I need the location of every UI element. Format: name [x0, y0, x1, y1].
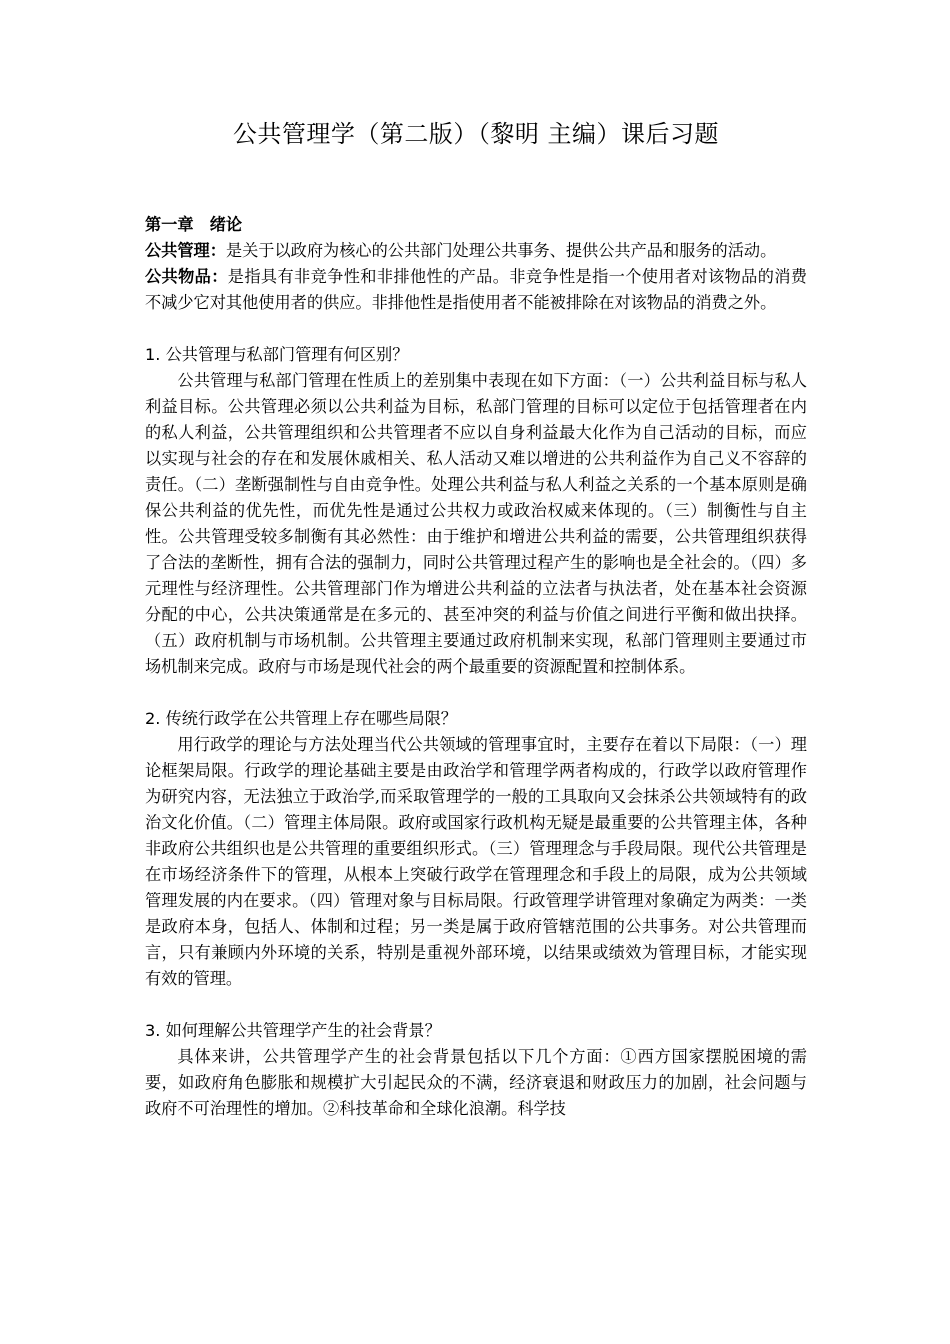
- definition-text: 是关于以政府为核心的公共部门处理公共事务、提供公共产品和服务的活动。: [225, 241, 777, 260]
- question-heading-1: 1. 公共管理与私部门管理有何区别？: [145, 345, 409, 364]
- definition-public-management: [145, 238, 807, 264]
- question-heading-2: 2. 传统行政学在公共管理上存在哪些局限？: [145, 709, 457, 728]
- question-heading-3: 3. 如何理解公共管理学产生的社会背景？: [145, 1021, 441, 1040]
- document-body: [145, 212, 807, 1122]
- answer-paragraph-1: 公共管理与私部门管理在性质上的差别集中表现在如下方面：（一）公共利益目标与私人利益目标。公共管理必须以公共利益为目标，私部门管理的目标可以定位于包括管理者在内的私人利益，公共管理组织和公共管理者不应以自身利益最大化作为自己活动的目标，而应以实现与社会的存在和发展休戚相关、私人活动又难以增进的公共利益作为自己义不容辞的责任。（二）垄断强制性与自由竞争性。处理公共利益与私人利益之关系的一个基本原则是确保公共利益的优先性，而优先性是通过公共权力或政治权威来体现的。（三）制衡性与自主性。公共管理受较多制衡有其必然性：由于维护和增进公共利益的需要，公共管理组织获得了合法的垄断性，拥有合法的强制力，同时公共管理过程产生的影响也是全社会的。（四）多元理性与经济理性。公共管理部门作为增进公共利益的立法者与执法者，处在基本社会资源分配的中心，公共决策通常是在多元的、甚至冲突的利益与价值之间进行平衡和做出抉择。（五）政府机制与市场机制。公共管理主要通过政府机制来实现，私部门管理则主要通过市场机制来完成。政府与市场是现代社会的两个最重要的资源配置和控制体系。: [145, 371, 807, 676]
- definition-public-goods: [145, 264, 807, 316]
- definition-term: 公共管理：: [145, 241, 226, 260]
- definition-text: 是指具有非竞争性和非排他性的产品。非竞争性是指一个使用者对该物品的消费不减少它对其他使用者的供应。非排他性是指使用者不能被排除在对该物品的消费之外。: [145, 267, 807, 312]
- answer-paragraph-3: 具体来讲，公共管理学产生的社会背景包括以下几个方面：①西方国家摆脱困境的需要，如政府角色膨胀和规模扩大引起民众的不满，经济衰退和财政压力的加剧，社会问题与政府不可治理性的增加。②科技革命和全球化浪潮。科学技: [145, 1047, 807, 1118]
- answer-paragraph-2: 用行政学的理论与方法处理当代公共领域的管理事宜时，主要存在着以下局限：（一）理论框架局限。行政学的理论基础主要是由政治学和管理学两者构成的，行政学以政府管理作为研究内容，无法独立于政治学,而采取管理学的一般的工具取向又会抹杀公共领域特有的政治文化价值。（二）管理主体局限。政府或国家行政机构无疑是最重要的公共管理主体，各种非政府公共组织也是公共管理的重要组织形式。（三）管理理念与手段局限。现代公共管理是在市场经济条件下的管理，从根本上突破行政学在管理理念和手段上的局限，成为公共领域管理发展的内在要求。（四）管理对象与目标局限。行政管理学讲管理对象确定为两类：一类是政府本身，包括人、体制和过程；另一类是属于政府管辖范围的公共事务。对公共管理而言，只有兼顾内外环境的关系，特别是重视外部环境，以结果或绩效为管理目标，才能实现有效的管理。: [145, 735, 807, 988]
- chapter-heading: 第一章 绪论: [145, 215, 243, 234]
- document-title: 公共管理学（第二版）（黎明 主编）课后习题: [232, 120, 720, 148]
- definition-term: 公共物品：: [145, 267, 228, 286]
